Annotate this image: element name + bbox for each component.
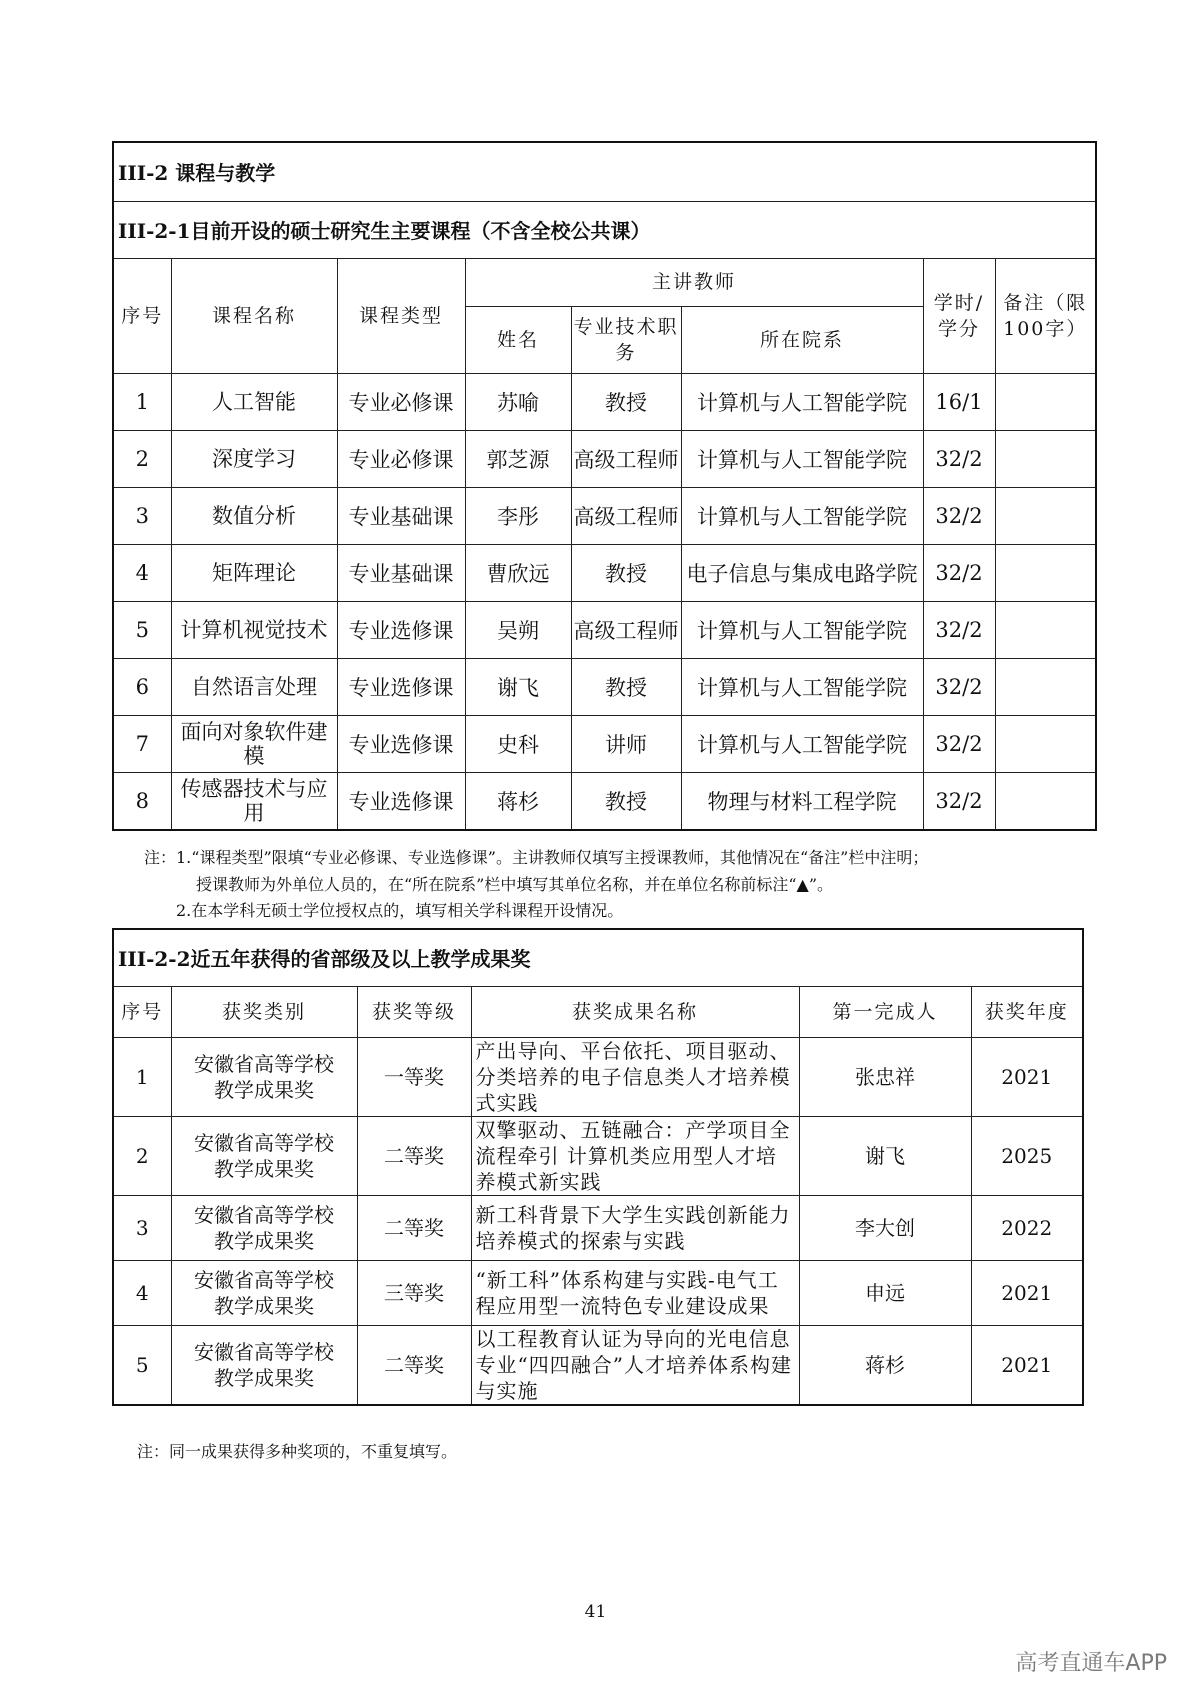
award-person: 李大创	[799, 1195, 971, 1260]
course-name: 数值分析	[171, 487, 337, 544]
teacher-name: 谢飞	[465, 658, 571, 715]
course-type: 专业基础课	[337, 487, 465, 544]
award-name: 产出导向、平台依托、项目驱动、分类培养的电子信息类人才培养模式实践	[471, 1037, 799, 1116]
award-category: 安徽省高等学校教学成果奖	[171, 1260, 357, 1325]
course-hours: 32/2	[923, 601, 995, 658]
header-teacher-title: 专业技术职务	[571, 306, 681, 373]
courses-note-1: 注：1.“课程类型”限填“专业必修课、专业选修课”。主讲教师仅填写主授课教师，其他情况在“备注”栏中注明；	[144, 848, 929, 867]
course-seq: 8	[113, 772, 171, 830]
header-teacher-group: 主讲教师	[465, 258, 923, 306]
award-year: 2025	[971, 1116, 1083, 1195]
teacher-title: 教授	[571, 544, 681, 601]
course-hours: 32/2	[923, 715, 995, 772]
teacher-name: 曹欣远	[465, 544, 571, 601]
course-remark	[995, 430, 1096, 487]
teacher-dept: 计算机与人工智能学院	[681, 430, 923, 487]
award-name: 以工程教育认证为导向的光电信息专业“四四融合”人才培养体系构建与实施	[471, 1325, 799, 1405]
watermark: 高考直通车APP	[1015, 1651, 1167, 1676]
teacher-name: 史科	[465, 715, 571, 772]
page-number: 41	[584, 1602, 607, 1622]
course-name: 人工智能	[171, 373, 337, 430]
award-person: 蒋杉	[799, 1325, 971, 1405]
course-remark	[995, 715, 1096, 772]
award-header-year: 获奖年度	[971, 986, 1083, 1037]
teacher-dept: 计算机与人工智能学院	[681, 715, 923, 772]
header-course-name: 课程名称	[171, 258, 337, 373]
course-rows	[113, 373, 1096, 830]
award-level: 二等奖	[357, 1195, 471, 1260]
course-remark	[995, 544, 1096, 601]
award-level: 一等奖	[357, 1037, 471, 1116]
teacher-dept: 电子信息与集成电路学院	[681, 544, 923, 601]
course-hours: 32/2	[923, 430, 995, 487]
award-level: 二等奖	[357, 1116, 471, 1195]
course-seq: 7	[113, 715, 171, 772]
award-year: 2021	[971, 1260, 1083, 1325]
course-name: 矩阵理论	[171, 544, 337, 601]
course-hours: 32/2	[923, 544, 995, 601]
teacher-title: 教授	[571, 772, 681, 830]
award-name: “新工科”体系构建与实践-电气工程应用型一流特色专业建设成果	[471, 1260, 799, 1325]
header-teacher-name: 姓名	[465, 306, 571, 373]
courses-note-3: 2.在本学科无硕士学位授权点的，填写相关学科课程开设情况。	[176, 901, 624, 920]
award-header-level: 获奖等级	[357, 986, 471, 1037]
course-remark	[995, 487, 1096, 544]
header-hours: 学时/学分	[923, 258, 995, 373]
course-type: 专业必修课	[337, 430, 465, 487]
header-remark: 备注（限100字）	[995, 258, 1096, 373]
teacher-name: 吴朔	[465, 601, 571, 658]
course-name: 面向对象软件建模	[171, 715, 337, 772]
teacher-dept: 物理与材料工程学院	[681, 772, 923, 830]
course-seq: 4	[113, 544, 171, 601]
table-row	[113, 772, 1096, 830]
table-row	[113, 1037, 1083, 1116]
teacher-dept: 计算机与人工智能学院	[681, 487, 923, 544]
header-seq: 序号	[113, 258, 171, 373]
award-rows	[113, 1037, 1083, 1405]
award-year: 2021	[971, 1037, 1083, 1116]
course-type: 专业选修课	[337, 772, 465, 830]
course-remark	[995, 658, 1096, 715]
teacher-dept: 计算机与人工智能学院	[681, 658, 923, 715]
table-row	[113, 544, 1096, 601]
section-title: III-2 课程与教学	[113, 142, 1096, 201]
course-remark	[995, 772, 1096, 830]
courses-title: III-2-1目前开设的硕士研究生主要课程（不含全校公共课）	[113, 201, 1096, 258]
award-header-person: 第一完成人	[799, 986, 971, 1037]
table-row	[113, 715, 1096, 772]
award-year: 2021	[971, 1325, 1083, 1405]
course-hours: 32/2	[923, 772, 995, 830]
award-seq: 5	[113, 1325, 171, 1405]
course-type: 专业必修课	[337, 373, 465, 430]
awards-title: III-2-2近五年获得的省部级及以上教学成果奖	[113, 929, 1083, 986]
award-seq: 2	[113, 1116, 171, 1195]
course-seq: 3	[113, 487, 171, 544]
teacher-name: 郭芝源	[465, 430, 571, 487]
course-type: 专业选修课	[337, 601, 465, 658]
header-teacher-dept: 所在院系	[681, 306, 923, 373]
table-row	[113, 1116, 1083, 1195]
award-name: 双擎驱动、五链融合：产学项目全流程牵引 计算机类应用型人才培养模式新实践	[471, 1116, 799, 1195]
table-row	[113, 1325, 1083, 1405]
teacher-title: 讲师	[571, 715, 681, 772]
award-person: 谢飞	[799, 1116, 971, 1195]
award-category: 安徽省高等学校教学成果奖	[171, 1116, 357, 1195]
award-header-category: 获奖类别	[171, 986, 357, 1037]
course-type: 专业选修课	[337, 658, 465, 715]
award-level: 三等奖	[357, 1260, 471, 1325]
award-header-seq: 序号	[113, 986, 171, 1037]
teacher-title: 高级工程师	[571, 601, 681, 658]
course-name: 深度学习	[171, 430, 337, 487]
teacher-title: 高级工程师	[571, 430, 681, 487]
awards-table	[112, 928, 1084, 1406]
course-seq: 6	[113, 658, 171, 715]
teacher-name: 李彤	[465, 487, 571, 544]
teacher-title: 教授	[571, 373, 681, 430]
award-category: 安徽省高等学校教学成果奖	[171, 1037, 357, 1116]
course-remark	[995, 601, 1096, 658]
table-row	[113, 373, 1096, 430]
teacher-name: 苏喻	[465, 373, 571, 430]
award-header-name: 获奖成果名称	[471, 986, 799, 1037]
table-row	[113, 430, 1096, 487]
course-name: 传感器技术与应用	[171, 772, 337, 830]
teacher-dept: 计算机与人工智能学院	[681, 601, 923, 658]
teacher-title: 教授	[571, 658, 681, 715]
award-seq: 3	[113, 1195, 171, 1260]
course-hours: 32/2	[923, 487, 995, 544]
table-row	[113, 601, 1096, 658]
course-name: 自然语言处理	[171, 658, 337, 715]
table-row	[113, 487, 1096, 544]
teacher-dept: 计算机与人工智能学院	[681, 373, 923, 430]
teacher-name: 蒋杉	[465, 772, 571, 830]
award-category: 安徽省高等学校教学成果奖	[171, 1195, 357, 1260]
award-level: 二等奖	[357, 1325, 471, 1405]
award-name: 新工科背景下大学生实践创新能力培养模式的探索与实践	[471, 1195, 799, 1260]
course-hours: 32/2	[923, 658, 995, 715]
course-name: 计算机视觉技术	[171, 601, 337, 658]
award-seq: 1	[113, 1037, 171, 1116]
award-category: 安徽省高等学校教学成果奖	[171, 1325, 357, 1405]
award-year: 2022	[971, 1195, 1083, 1260]
course-remark	[995, 373, 1096, 430]
courses-note-2: 授课教师为外单位人员的，在“所在院系”栏中填写其单位名称，并在单位名称前标注“▲”。	[196, 875, 834, 894]
course-hours: 16/1	[923, 373, 995, 430]
courses-table	[112, 141, 1097, 831]
award-seq: 4	[113, 1260, 171, 1325]
table-row	[113, 658, 1096, 715]
award-person: 张忠祥	[799, 1037, 971, 1116]
table-row	[113, 1260, 1083, 1325]
awards-note: 注：同一成果获得多种奖项的，不重复填写。	[137, 1442, 458, 1461]
course-seq: 2	[113, 430, 171, 487]
course-type: 专业选修课	[337, 715, 465, 772]
header-course-type: 课程类型	[337, 258, 465, 373]
teacher-title: 高级工程师	[571, 487, 681, 544]
course-seq: 1	[113, 373, 171, 430]
award-person: 申远	[799, 1260, 971, 1325]
table-row	[113, 1195, 1083, 1260]
course-type: 专业基础课	[337, 544, 465, 601]
course-seq: 5	[113, 601, 171, 658]
